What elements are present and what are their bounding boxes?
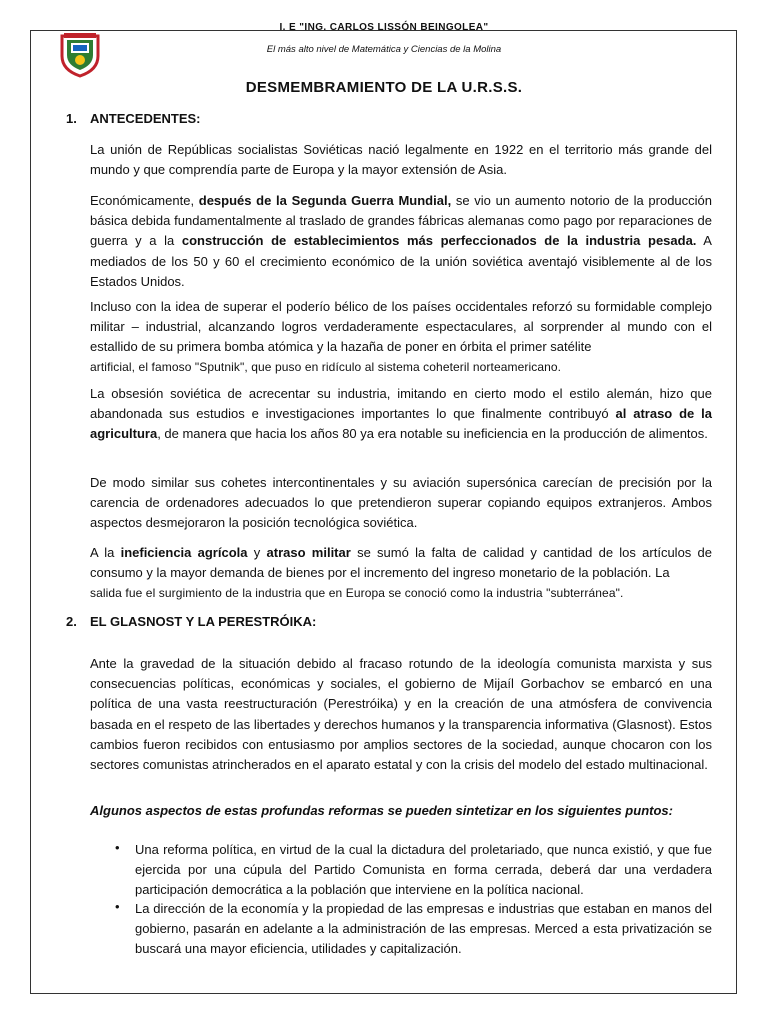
school-name: I. E "ING. CARLOS LISSÓN BEINGOLEA" (279, 22, 489, 33)
paragraph: Incluso con la idea de superar el poderío bélico de los países occidentales reforzó su formidable complejo militar – industrial, alcanzando logros verdaderamente espectaculares, al sorprender al mundo con el estallido de su primera bomba atómica y la hazaña de poner en órbita el primer satélite (90, 299, 712, 355)
school-motto: El más alto nivel de Matemática y Ciencias de la Molina (266, 44, 502, 55)
paragraph: La unión de Repúblicas socialistas Soviéticas nació legalmente en 1922 en el territorio más grande del mundo y que comprendía parte de Europa y la mayor extensión de Asia. (90, 142, 712, 178)
section-title: EL GLASNOST Y LA PERESTRÓIKA: (90, 614, 317, 629)
paragraph-line: artificial, el famoso "Sputnik", que puso en ridículo al sistema coheteril norteamericano. (90, 360, 562, 374)
section-title: ANTECEDENTES: (90, 111, 201, 126)
school-crest-icon (59, 32, 101, 78)
section-number: 1. (66, 111, 77, 126)
list-lead: Algunos aspectos de estas profundas reformas se pueden sintetizar en los siguientes puntos: (90, 803, 673, 818)
bullet-icon: • (115, 899, 120, 914)
list-item: La dirección de la economía y la propiedad de las empresas e industrias que estaban en manos del gobierno, pasarán en adelante a la administración de las empresas. Merced a esta privatización se buscará una mayor eficiencia, utilidades y capitalización. (135, 901, 712, 957)
section-2-heading (66, 614, 316, 629)
paragraph: Económicamente, después de la Segunda Guerra Mundial, se vio un aumento notorio de la producción básica debida fundamentalmente al traslado de grandes fábricas alemanas como pago por reparaciones de guerra y a la construcción de establecimientos más perfeccionados de la industria pesada. A mediados de los 50 y 60 el crecimiento económico de la unión soviética aventajó visiblemente al de los Estados Unidos. (90, 193, 713, 289)
paragraph-line: salida fue el surgimiento de la industria que en Europa se conoció como la industria "subterránea". (90, 586, 624, 600)
paragraph: De modo similar sus cohetes intercontinentales y su aviación supersónica carecían de precisión por la carencia de ordenadores adecuados lo que pretendieron superar copiando equipos extranjeros. Ambos aspectos desmejoraron la posición tecnológica soviética. (90, 475, 712, 531)
paragraph: Ante la gravedad de la situación debido al fracaso rotundo de la ideología comunista marxista y sus consecuencias políticas, económicas y sociales, el gobierno de Mijaíl Gorbachov se embarcó en una política de una vasta reestructuración (Perestróika) y en la creación de una atmósfera de convivencia basada en el respeto de las libertades y derechos humanos y la transparencia informativa (Glasnost). Estos cambios fueron recibidos con entusiasmo por amplios sectores de la sociedad, aunque chocaron con los sectores comunistas atrincherados en el aparato estatal y con la crisis del modelo del estado multinacional. (90, 656, 712, 773)
bullet-icon: • (115, 840, 120, 855)
page-title: DESMEMBRAMIENTO DE LA U.R.S.S. (245, 79, 523, 96)
section-number: 2. (66, 614, 77, 629)
paragraph: A la ineficiencia agrícola y atraso militar se sumó la falta de calidad y cantidad de los artículos de consumo y la mayor demanda de bienes por el incremento del ingreso monetario de la población. La (90, 545, 713, 581)
list-item: Una reforma política, en virtud de la cual la dictadura del proletariado, que nunca existió, y que fue ejercida por una cúpula del Partido Comunista en forma cerrada, deberá dar una verdadera participación democrática a la población que interviene en la política nacional. (135, 842, 712, 898)
paragraph: La obsesión soviética de acrecentar su industria, imitando en cierto modo el estilo alemán, hizo que abandonada sus estudios e investigaciones importantes lo que finalmente contribuyó al atraso de la agricultura, de manera que hacia los años 80 ya era notable su ineficiencia en la producción de alimentos. (90, 386, 712, 442)
section-1-heading (66, 111, 201, 126)
